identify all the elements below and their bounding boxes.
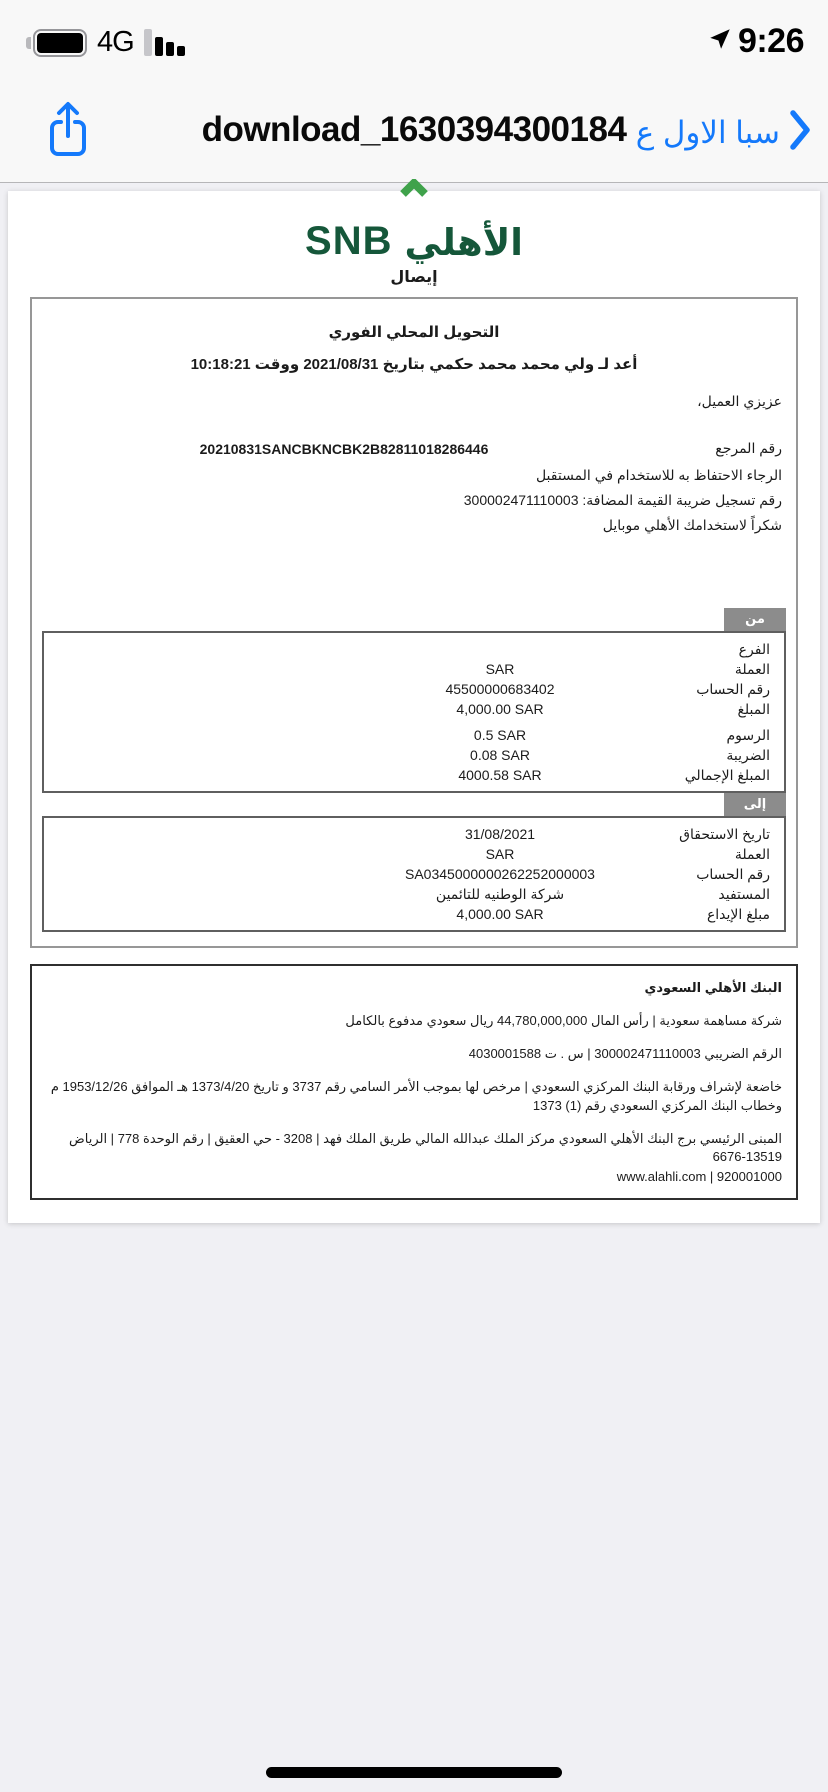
row-label: رقم الحساب	[696, 865, 770, 882]
share-icon	[44, 149, 92, 166]
row-value: SAR	[485, 846, 515, 862]
row-label: مبلغ الإيداع	[706, 905, 770, 922]
row-value: 4000.58 SAR	[458, 767, 542, 783]
row-value: SAR	[485, 661, 515, 677]
document-title: download_1630394300184	[201, 110, 627, 149]
back-button-label: سبا الاول ع	[635, 114, 780, 150]
reference-row	[32, 440, 796, 457]
battery-cap	[26, 37, 31, 49]
footer-line: المبنى الرئيسي برج البنك الأهلي السعودي مركز الملك عبدالله المالي طريق الملك فهد | 3208 - حي العقيق | رقم الوحدة 778 | الرياض 13519-6676	[69, 1130, 782, 1164]
table-row	[44, 884, 784, 904]
from-section-tab: من	[724, 608, 786, 631]
location-arrow-icon	[707, 26, 733, 57]
receipt-title: التحويل المحلي الفوري	[328, 324, 500, 341]
row-label: المبلغ	[737, 700, 770, 717]
status-bar	[0, 0, 828, 80]
row-value: 4,000.00 SAR	[456, 701, 544, 717]
note-line: الرجاء الاحتفاظ به للاستخدام في المستقبل	[535, 467, 782, 483]
table-row	[44, 639, 784, 659]
footer-contact-line: 920001000 | www.alahli.com	[616, 1169, 782, 1185]
reference-label: رقم المرجع	[715, 440, 782, 456]
note-line: شكراً لاستخدامك الأهلي موبايل	[602, 517, 782, 533]
footer-line: شركة مساهمة سعودية | رأس المال 44,780,000,000 ريال سعودي مدفوع بالكامل	[345, 1013, 782, 1028]
row-label: الفرع	[738, 640, 770, 657]
to-section-table	[42, 816, 786, 932]
document-viewer-scroll-area[interactable]	[0, 184, 828, 1792]
from-section-table	[42, 631, 786, 793]
row-value: شركة الوطنيه للتائمين	[435, 885, 565, 902]
bank-logo	[8, 207, 820, 261]
table-row	[44, 904, 784, 924]
network-type-label: 4G	[97, 26, 134, 58]
table-row	[44, 824, 784, 844]
table-row	[44, 844, 784, 864]
note-line: رقم تسجيل ضريبة القيمة المضافة: 300002471110003	[463, 492, 782, 508]
table-row	[44, 765, 784, 785]
row-label: العملة	[734, 660, 770, 677]
row-value: 0.5 SAR	[473, 727, 527, 743]
table-row	[44, 725, 784, 745]
row-label: الرسوم	[726, 726, 770, 743]
to-section-tab: إلى	[724, 793, 786, 816]
chevron-right-icon	[788, 108, 812, 157]
greeting-text: عزيزي العميل،	[697, 393, 782, 409]
receipt-notes	[32, 463, 796, 538]
status-right-cluster	[707, 22, 804, 61]
row-label: المستفيد	[718, 885, 770, 902]
table-row	[44, 864, 784, 884]
receipt-prepared-line: أعد لـ ولي محمد محمد حكمي بتاريخ 2021/08/31 ووقت 10:18:21	[190, 356, 638, 373]
status-left-cluster	[26, 26, 185, 59]
snb-logo-arabic: الأهلي	[404, 222, 523, 263]
row-value: 31/08/2021	[464, 826, 536, 842]
snb-logo-caret-icon	[400, 179, 428, 202]
nav-bar	[0, 80, 828, 183]
row-value: 0.08 SAR	[470, 747, 530, 763]
back-button[interactable]	[636, 108, 812, 157]
row-label: رقم الحساب	[696, 680, 770, 697]
footer-line: الرقم الضريبي 300002471110003 | س . ت 4030001588	[468, 1046, 782, 1062]
row-label: المبلغ الإجمالي	[684, 766, 770, 783]
bank-name: البنك الأهلي السعودي	[644, 980, 782, 995]
reference-value: 20210831SANCBKNCBK2B82811018286446	[199, 440, 489, 457]
pdf-page	[8, 191, 820, 1223]
snb-logo-latin: SNB	[305, 219, 393, 263]
row-value: 45500000683402	[445, 681, 555, 697]
row-label: الضريبة	[726, 746, 770, 763]
bank-footer-box	[30, 964, 798, 1200]
battery-icon	[26, 29, 87, 57]
row-label: العملة	[734, 845, 770, 862]
home-indicator[interactable]	[266, 1767, 562, 1778]
table-row	[44, 659, 784, 679]
row-value: 4,000.00 SAR	[456, 906, 544, 922]
clock-time: 9:26	[737, 22, 804, 60]
table-row	[44, 699, 784, 719]
table-row	[44, 745, 784, 765]
table-row	[44, 679, 784, 699]
row-value: SA0345000000262252000003	[405, 866, 595, 882]
cellular-signal-icon	[144, 29, 185, 56]
footer-line: خاضعة لإشراف ورقابة البنك المركزي السعودي | مرخص لها بموجب الأمر السامي رقم 3737 و تاريخ 1373/4/20 هـ الموافق 1953/12/26 م وخطاب البنك المركزي السعودي رقم (1) 1373	[50, 1079, 782, 1113]
receipt-body-box	[30, 297, 798, 948]
document-type-label: إيصال	[390, 269, 438, 286]
row-label: تاريخ الاستحقاق	[679, 825, 770, 842]
